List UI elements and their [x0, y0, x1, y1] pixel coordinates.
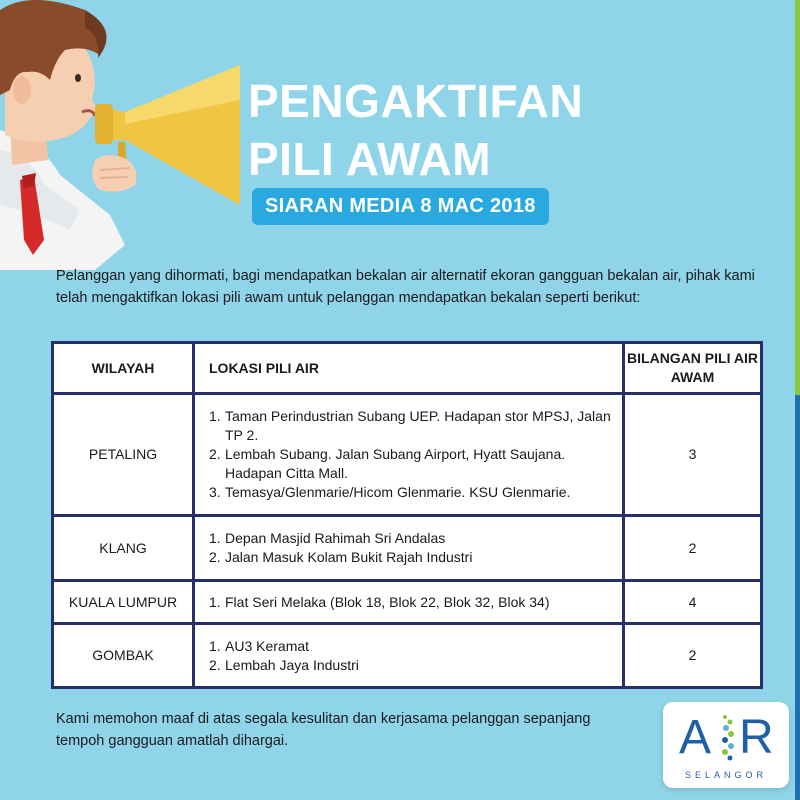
cell-bilangan: 3 [624, 394, 761, 516]
cell-bilangan: 2 [624, 516, 761, 581]
header-lokasi: LOKASI PILI AIR [194, 344, 624, 394]
page-title [248, 72, 583, 188]
apology-paragraph: Kami memohon maaf di atas segala kesulitan dan kerjasama pelanggan sepanjang tempoh gangguan amatlah dihargai. [56, 711, 591, 749]
cell-wilayah: GOMBAK [54, 624, 194, 687]
cell-lokasi [194, 581, 624, 624]
accent-stripe-green [795, 0, 800, 395]
logo-mark [677, 710, 777, 768]
cell-bilangan: 2 [624, 624, 761, 687]
location-item: 1. Depan Masjid Rahimah Sri Andalas [209, 530, 446, 546]
accent-stripe-blue [795, 395, 800, 800]
cell-lokasi [194, 394, 624, 516]
man-with-megaphone-illustration [0, 0, 250, 270]
cell-wilayah: KUALA LUMPUR [54, 581, 194, 624]
cell-lokasi [194, 516, 624, 581]
water-tap-table [51, 341, 763, 689]
table-row [54, 394, 760, 516]
header-bilangan: BILANGAN PILI AIR AWAM [624, 344, 761, 394]
table-header-row [54, 344, 760, 394]
media-date-badge: SIARAN MEDIA 8 MAC 2018 [252, 188, 549, 225]
table-row [54, 516, 760, 581]
title-line-2: PILI AWAM [248, 133, 492, 185]
intro-paragraph: Pelanggan yang dihormati, bagi mendapatkan bekalan air alternatif ekoran gangguan bekalan air, pihak kami telah mengaktifkan lokasi pili awam untuk pelanggan mendapatkan bekalan seperti berikut: [56, 268, 755, 306]
cell-wilayah: PETALING [54, 394, 194, 516]
location-item: 1. Taman Perindustrian Subang UEP. Hadapan stor MPSJ, Jalan TP 2. [209, 408, 611, 443]
table-row [54, 624, 760, 687]
cell-wilayah: KLANG [54, 516, 194, 581]
logo-letter-a: A [679, 711, 712, 764]
cell-lokasi [194, 624, 624, 687]
table-row [54, 581, 760, 624]
logo-letter-r: R [739, 711, 774, 764]
location-item: 3. Temasya/Glenmarie/Hicom Glenmarie. KSU Glenmarie. [209, 484, 571, 500]
air-selangor-logo [663, 702, 789, 788]
header-wilayah: WILAYAH [54, 344, 194, 394]
location-item: 1. Flat Seri Melaka (Blok 18, Blok 22, Blok 32, Blok 34) [209, 593, 550, 610]
cell-bilangan: 4 [624, 581, 761, 624]
location-item: 2. Lembah Jaya Industri [209, 656, 359, 673]
location-item: 2. Jalan Masuk Kolam Bukit Rajah Industri [209, 549, 473, 565]
location-item: 2. Lembah Subang. Jalan Subang Airport, Hyatt Saujana. Hadapan Citta Mall. [209, 446, 566, 481]
logo-subtitle: SELANGOR [684, 770, 767, 780]
location-item: 1. AU3 Keramat [209, 637, 310, 654]
water-droplets-icon [717, 712, 739, 766]
title-line-1: PENGAKTIFAN [248, 75, 584, 127]
